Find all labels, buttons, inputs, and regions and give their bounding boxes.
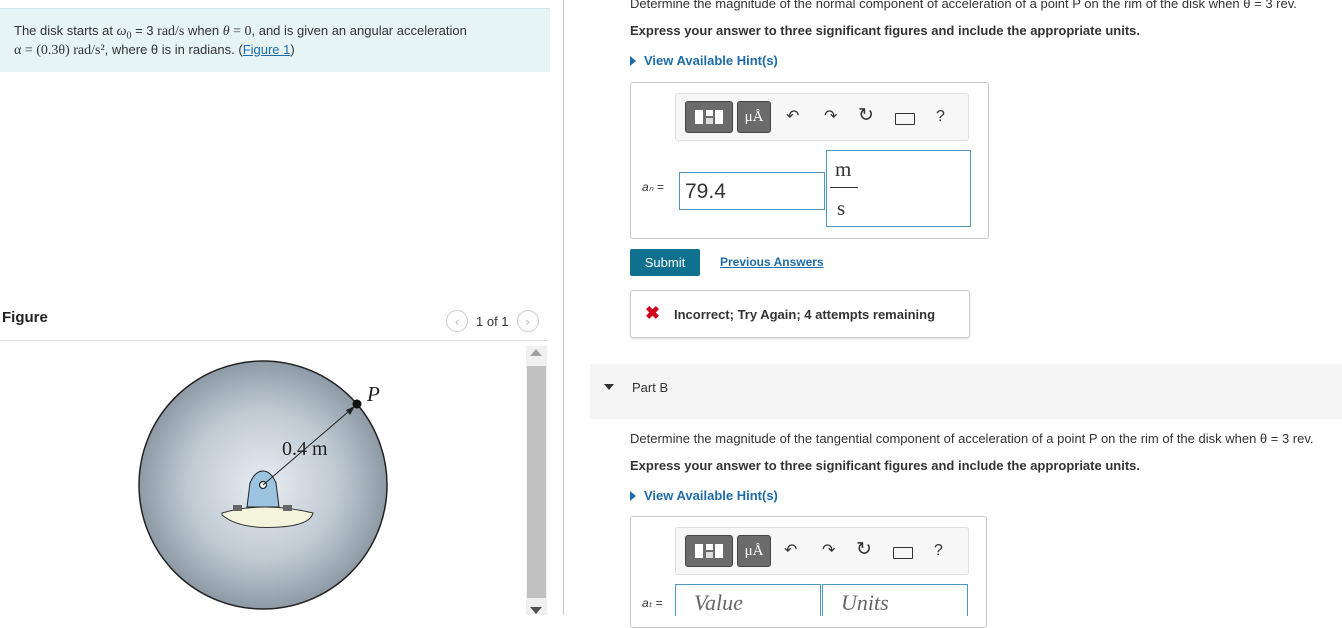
units-numerator: m: [835, 157, 852, 181]
radius-label: 0.4 m: [282, 438, 328, 460]
part-b-title: Part B: [632, 380, 669, 395]
alpha-expression: α = (0.3θ) rad/s²: [14, 43, 105, 58]
undo-icon[interactable]: ↶: [784, 542, 798, 559]
figure-divider: [0, 340, 548, 341]
unit-text: rad/s: [157, 24, 185, 39]
scroll-down-icon[interactable]: [530, 607, 542, 614]
figure-pager: [446, 310, 539, 332]
pager-text: 1 of 1: [476, 313, 509, 329]
part-b-instruction: Express your answer to three significant figures and include the appropriate units.: [630, 458, 1140, 473]
units-denominator: s: [837, 196, 846, 220]
part-a-variable-label: aₙ =: [642, 180, 664, 194]
caret-right-icon: [630, 491, 636, 501]
part-a-hint-label: View Available Hint(s): [644, 53, 778, 68]
templates-icon: [693, 108, 725, 126]
problem-text: , and is given an angular acceleration: [251, 23, 467, 38]
problem-line-2: [14, 42, 295, 59]
chevron-left-icon[interactable]: ‹: [446, 310, 468, 332]
caret-down-icon: [604, 384, 614, 390]
part-b-variable-label: aₜ =: [642, 596, 663, 610]
part-a-value-input[interactable]: [679, 172, 825, 210]
pane-divider[interactable]: [563, 0, 564, 615]
part-b-hint-toggle[interactable]: [630, 488, 778, 503]
omega-symbol: ω: [116, 24, 127, 39]
previous-answers-link[interactable]: Previous Answers: [720, 255, 824, 269]
equation-text: = 0: [229, 24, 252, 39]
reset-icon[interactable]: ↻: [856, 539, 872, 560]
part-b-value-input[interactable]: [675, 584, 821, 616]
figure-heading: Figure: [2, 309, 48, 326]
templates-button[interactable]: [685, 535, 733, 567]
submit-button[interactable]: Submit: [630, 249, 700, 276]
templates-icon: [693, 542, 725, 560]
disk-figure: [130, 355, 400, 615]
part-a-instruction: Express your answer to three significant figures and include the appropriate units.: [630, 23, 1140, 38]
figure-link[interactable]: Figure 1: [242, 42, 291, 57]
help-icon[interactable]: ?: [934, 542, 943, 559]
problem-line-1: [14, 23, 467, 42]
chevron-right-icon[interactable]: ›: [517, 310, 539, 332]
problem-text: ): [290, 42, 295, 57]
symbols-button[interactable]: μÅ: [737, 101, 771, 133]
bolt-right: [283, 505, 292, 511]
scroll-up-icon[interactable]: [530, 349, 542, 356]
part-a-hint-toggle[interactable]: [630, 53, 778, 68]
redo-icon[interactable]: ↷: [822, 542, 836, 559]
part-a-value-text: 79.4: [685, 180, 726, 203]
part-b-question: Determine the magnitude of the tangential component of acceleration of a point P on the rim of the disk when θ = 3 rev.: [630, 431, 1314, 446]
keyboard-icon[interactable]: [895, 113, 915, 125]
part-b-hint-label: View Available Hint(s): [644, 488, 778, 503]
problem-text: when: [184, 23, 223, 38]
point-p-label: P: [367, 382, 380, 406]
part-b-header[interactable]: [590, 364, 1342, 419]
keyboard-icon[interactable]: [893, 547, 913, 559]
problem-text: The disk starts at: [14, 23, 117, 38]
undo-icon[interactable]: ↶: [786, 108, 800, 125]
help-icon[interactable]: ?: [936, 108, 945, 125]
feedback-text: Incorrect; Try Again; 4 attempts remaining: [674, 307, 936, 322]
fraction-bar: [830, 187, 858, 188]
part-b-units-input[interactable]: [822, 584, 968, 616]
theta-symbol: θ: [222, 24, 230, 39]
feedback-box: [630, 290, 970, 338]
units-placeholder: Units: [841, 590, 889, 615]
reset-icon[interactable]: ↻: [858, 105, 874, 126]
caret-right-icon: [630, 56, 636, 66]
problem-statement: [0, 8, 550, 72]
scrollbar-thumb[interactable]: [527, 366, 546, 598]
omega-subscript: 0: [126, 30, 132, 42]
point-p: [353, 400, 362, 409]
redo-icon[interactable]: ↷: [824, 108, 838, 125]
symbols-button[interactable]: μÅ: [737, 535, 771, 567]
templates-button[interactable]: [685, 101, 733, 133]
bolt-left: [233, 505, 242, 511]
part-a-units-input[interactable]: [826, 150, 971, 227]
problem-text: , where θ is in radians. (: [104, 42, 243, 57]
incorrect-x-icon: ✖: [645, 303, 661, 323]
value-placeholder: Value: [694, 590, 743, 615]
problem-text: = 3: [131, 23, 158, 38]
part-a-question: Determine the magnitude of the normal component of acceleration of a point P on the rim of the disk when θ = 3 rev.: [630, 0, 1297, 11]
